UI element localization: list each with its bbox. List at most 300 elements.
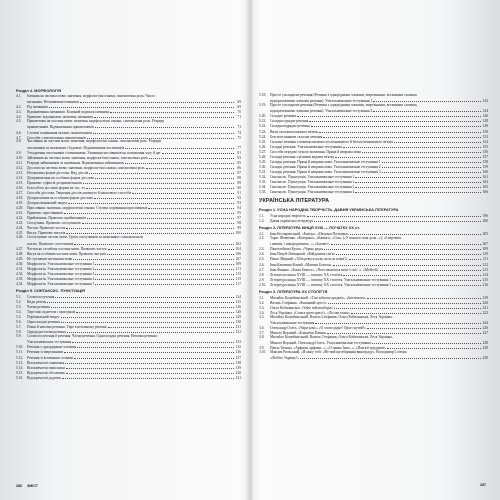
toc-entry-page-number: 128	[235, 310, 241, 314]
toc-entry[interactable]	[259, 189, 488, 194]
toc-entry-title: Види речень	[27, 300, 47, 304]
toc-entry-title: Михайло Коцюбинський. «Тіні забутих предків», «Intermezzo»	[270, 295, 367, 300]
toc-entry-page-number: 93	[237, 201, 241, 206]
toc-entry-number: 3.2.	[259, 300, 265, 305]
toc-entry-page-number: 154	[482, 139, 488, 144]
toc-entry-page-number: 136	[235, 350, 241, 355]
toc-entry-title: Вигук як особлива частина мови. Правопис вигуків	[27, 251, 106, 256]
toc-entry-title: Узгодження числівників з іменниками. Уживання числівників на позначення часу й дат	[27, 150, 161, 155]
toc-entry-title: Література кінця XVIII — початку XX століття. Узагальнювальне тестування 2	[270, 282, 392, 287]
section-heading: Розділ 5. СИНТАКСИС. ПУНКТУАЦІЯ	[16, 287, 85, 293]
toc-entry-title: Складне речення з різними видами сполучникового й безсполучникового зв'язку	[270, 139, 394, 144]
toc-entry-title: Словосполучення	[27, 294, 55, 299]
toc-entry-number: 5.13.	[16, 360, 24, 365]
toc-entry-number: 2.9.	[259, 277, 265, 282]
toc-entry-title: Речення зі звертаннями	[27, 350, 63, 355]
toc-entry-page-number: 75	[237, 135, 241, 140]
toc-entry-page-number: 200	[482, 219, 488, 224]
toc-entry[interactable]	[16, 375, 241, 380]
left-page-number: 286	[16, 484, 22, 488]
toc-entry-page-number: 163	[482, 179, 488, 184]
toc-entry-title: Іван Котляревський. «Енеїда», «Наталка Полтавка»	[270, 232, 349, 237]
toc-entry-number: 4.9.	[16, 150, 22, 155]
toc-entry-title: Михайло Коцюбинський, Василь Стефаник, Ольга Кобилянська, Леся Українка,	[270, 334, 393, 339]
toc-entry-page-number: 144	[482, 109, 488, 114]
dot-leader	[146, 165, 234, 169]
toc-entry-page-number: 141	[235, 375, 241, 380]
toc-entry-number: 2.2.	[259, 236, 265, 241]
toc-entry-title: Частки як службова частина мови. Правопис часток	[27, 246, 107, 251]
toc-entry-title: Складносурядне речення	[270, 119, 309, 124]
dot-leader	[367, 295, 481, 299]
toc-entry-page-number: 140	[235, 370, 241, 375]
toc-entry-title: Михайло Коцюбинський, Василь Стефаник, Ольга Кобилянська, Леся Українка.	[270, 314, 393, 319]
toc-entry-page-number: 69	[237, 105, 241, 110]
dot-leader	[94, 195, 234, 199]
dot-leader	[95, 124, 234, 128]
dot-leader	[355, 184, 481, 188]
toc-entry-page-number: 102	[235, 241, 241, 246]
toc-entry-page-number: 95	[237, 211, 241, 216]
dot-leader	[392, 276, 481, 280]
dot-leader	[382, 159, 481, 163]
toc-entry-number: 3.10.	[259, 350, 267, 355]
toc-entry-title: Способи передачі чужого мовлення. Пряма й непряма мова	[270, 149, 361, 154]
toc-entry-title: Узагальнювальне тестування	[270, 320, 315, 325]
dot-leader	[373, 108, 481, 112]
dot-leader	[94, 114, 234, 118]
toc-entry-title: Прийменник. Правопис прийменників	[27, 216, 86, 221]
dot-leader	[62, 375, 234, 379]
right-toc-column	[259, 93, 488, 360]
toc-entry-page-number: 213	[482, 267, 488, 272]
dot-leader	[343, 271, 481, 275]
toc-entry-page-number: 85	[237, 160, 241, 165]
toc-entry-number: 5.27.	[259, 149, 267, 154]
toc-entry-number: 4.3.	[16, 110, 22, 115]
dot-leader	[108, 245, 234, 249]
toc-entry-number: 4.8.	[16, 139, 22, 144]
dot-leader	[64, 349, 234, 353]
toc-entry-page-number: 214	[482, 272, 488, 277]
toc-entry-page-number: 131	[235, 325, 241, 330]
toc-entry-title: Дієприкметник як особлива форма дієслова	[27, 175, 94, 180]
toc-entry-page-number: 222	[482, 310, 488, 315]
toc-entry-page-number: 71	[237, 115, 241, 120]
toc-entry[interactable]	[259, 282, 488, 287]
dot-leader	[328, 300, 481, 304]
toc-entry-page-number: 156	[482, 149, 488, 154]
toc-entry-page-number: 124	[235, 294, 241, 299]
toc-entry-title: Безсполучникове складне речення	[270, 134, 323, 139]
dot-leader	[392, 282, 481, 286]
toc-entry-number: 2.4.	[259, 252, 265, 257]
dot-leader	[162, 150, 234, 154]
toc-entry-number: 5.6.	[16, 320, 22, 325]
toc-entry-page-number: 227	[482, 331, 488, 335]
toc-entry-page-number: 89	[237, 180, 241, 185]
toc-entry-number: 4.2.	[16, 105, 22, 110]
toc-entry-number: 4.4.	[16, 115, 22, 120]
toc-entry-title: роллю. Правопис сполучників	[27, 241, 74, 246]
section-heading: Розділ 2. ЛІТЕРАТУРА КІНЦЯ XVIII — ПОЧАТКУ XX ст.	[259, 225, 360, 231]
toc-entry-title: Морфологія. Узагальнювальне тестування 2	[27, 266, 95, 271]
toc-entry-number: 4.12.	[16, 165, 24, 170]
dot-leader	[349, 256, 481, 260]
toc-entry-number: 3.6.	[259, 326, 265, 330]
dot-leader	[351, 310, 481, 314]
dot-leader	[387, 345, 481, 349]
toc-entry-number: 5.15.	[16, 370, 24, 375]
dot-leader	[300, 355, 481, 359]
toc-entry-title: Максим Рильський. «Я кажу тобі: «Не пий ще вбирання винограду», Володимир Сосюра.	[270, 350, 408, 355]
dot-leader	[355, 174, 481, 178]
toc-entry-title: Розряди займенників за значенням. Відмінювання займенників	[27, 160, 124, 165]
toc-entry-number: 4.26.	[16, 235, 24, 240]
toc-entry-title: Безособові дієслівні форми на -но, -то	[27, 186, 86, 190]
toc-entry-number: 2.5.	[259, 257, 265, 262]
toc-entry-number: 4.32.	[16, 271, 24, 276]
dot-leader	[107, 250, 234, 254]
dot-leader	[380, 266, 481, 270]
right-page-footer	[480, 483, 486, 488]
dot-leader	[87, 134, 234, 138]
toc-entry-number: 4.7.	[16, 135, 22, 140]
toc-entry-page-number: 216	[482, 282, 488, 287]
dot-leader	[66, 225, 234, 229]
toc-entry-title: Відмінювання іменників. Кличний відмінок іменника	[27, 110, 110, 115]
toc-entry-title: Повні й неповні речення. Тире в неповному реченні	[27, 325, 107, 330]
toc-entry-page-number: 81	[237, 150, 241, 155]
dot-leader	[77, 344, 234, 348]
toc-entry-title: Односкладні речення	[27, 320, 60, 325]
dot-leader	[95, 261, 234, 265]
toc-entry-page-number: 115	[235, 276, 241, 281]
toc-entry-title: Частки. Правопис часток	[27, 226, 66, 231]
dot-leader	[61, 319, 234, 323]
dot-leader	[51, 304, 234, 308]
toc-entry-number: 5.35.	[259, 190, 267, 194]
toc-entry-page-number: 111	[235, 266, 241, 271]
dot-leader	[323, 133, 481, 137]
toc-entry-number: 4.25.	[16, 231, 24, 236]
toc-entry-page-number: 88	[237, 175, 241, 180]
toc-entry-title: Прислівник: значення, морфологічні ознаки. Ступені порівняння прислівників	[27, 206, 148, 211]
dot-leader	[382, 164, 481, 168]
toc-entry-title: Василь Стефаник. «Камінний хрест»	[270, 300, 327, 305]
dot-leader	[335, 154, 481, 158]
toc-entry-title: Складні речення. Узагальнювальне тестування	[270, 144, 342, 149]
toc-entry-page-number: 99	[237, 226, 241, 231]
toc-entry-number: 5.2.	[16, 300, 22, 304]
dot-leader	[49, 104, 234, 108]
toc-entry-page-number: 211	[482, 257, 488, 262]
toc-entry-page-number: 219	[482, 295, 488, 300]
toc-entry-page-number: 229	[482, 346, 488, 351]
toc-entry-page-number: 74	[237, 130, 241, 135]
toc-entry-number: 2.8.	[259, 272, 265, 277]
toc-entry-title: Тарас Шевченко. «Катерина», «Кавказ», «Сон» («У всякого своя доля...»), «І мертвим,	[270, 236, 402, 241]
toc-entry-title: Порівняльний зворот	[27, 315, 60, 320]
toc-entry-title: Микола Вороний, Олександр Олесь. Узагальнювальне тестування	[270, 341, 371, 346]
toc-entry[interactable]	[259, 355, 488, 360]
toc-entry-number: 4.31.	[16, 266, 24, 271]
toc-entry-number: 5.18.	[259, 93, 267, 97]
toc-entry-title: Прикметник як частина мови: значення, морфологічні ознаки, синтаксична роль. Розряди	[27, 119, 165, 124]
toc-entry-number: 4.1.	[16, 94, 22, 98]
dot-leader	[87, 215, 234, 219]
toc-entry-title: відокремленими членами речення). Узагальнювальне тестування 2	[270, 109, 373, 114]
dot-leader	[110, 109, 234, 113]
toc-entry-number: 4.19.	[16, 201, 24, 206]
toc-entry-page-number: 150	[482, 129, 488, 134]
dot-leader	[355, 179, 481, 183]
toc-entry-title: Неозначена форма дієслова. Вид дієслів	[27, 170, 89, 175]
toc-entry-page-number: 230	[482, 356, 488, 361]
toc-entry-title: Правопис відмінкових закінчень іменників	[27, 115, 93, 120]
toc-entry-page-number: 83	[237, 155, 241, 160]
toc-entry-title: іменників. Незмінювані іменники	[27, 100, 79, 105]
toc-entry-title: Просте ускладнене речення (Речення з однорідними членами, звертаннями, вставними словами,	[270, 93, 418, 97]
toc-entry-page-number: 132	[235, 330, 241, 335]
left-page	[0, 0, 249, 500]
toc-entry-title: Іван Франко. «Захар Беркут», «Чого являєшся мені у сні?..», «Мойсей»	[270, 267, 379, 272]
dot-leader	[309, 118, 481, 122]
toc-entry-title: Числівник як частина мови: значення, морфологічні ознаки, синтаксична роль. Розряди	[27, 139, 162, 144]
toc-entry-title: Тире між підметом і присудком	[27, 310, 76, 314]
toc-entry-number: 5.16.	[16, 375, 24, 380]
section-heading: Розділ 4. МОРФОЛОГІЯ	[16, 88, 62, 93]
toc-entry-page-number: 160	[482, 169, 488, 174]
toc-entry-title: Відокремлені додатки	[27, 375, 61, 380]
toc-entry-number: 4.16.	[16, 186, 24, 190]
dot-leader	[125, 160, 234, 164]
toc-entry-title: Способи дієслова. Творення дієслів умовного й наказового способів	[27, 191, 132, 195]
toc-entry-number: 5.30.	[259, 164, 267, 169]
toc-entry-number: 4.30.	[16, 261, 24, 266]
dot-leader	[319, 128, 481, 132]
toc-entry-page-number: 129	[235, 315, 241, 320]
toc-entry-page-number: 135	[235, 345, 241, 350]
toc-entry-page-number: 143	[482, 99, 488, 104]
toc-entry-title: Складне речення	[270, 114, 296, 119]
toc-entry-title: Синтаксис. Пунктуація. Узагальнювальне тестування 3	[270, 185, 355, 189]
toc-entry-number: 4.17.	[16, 191, 24, 195]
toc-entry-title: Відокремлені означення	[27, 360, 65, 365]
toc-entry-page-number: 109	[235, 261, 241, 266]
toc-entry-number: 2.1.	[259, 232, 265, 237]
dot-leader	[64, 210, 234, 214]
toc-entry-number: 5.26.	[259, 144, 267, 149]
toc-entry-number: 4.13.	[16, 170, 24, 175]
dot-leader	[74, 354, 234, 358]
toc-entry-page-number: 91	[237, 191, 241, 195]
dot-leader	[372, 340, 481, 344]
dot-leader	[68, 200, 234, 204]
toc-entry-title: Речення з однорідними членами	[27, 345, 77, 350]
running-header-label: ЗМІСТ	[27, 484, 38, 488]
toc-entry-number: 4.28.	[16, 251, 24, 256]
toc-entry-number: 5.28.	[259, 154, 267, 159]
toc-entry-title: Ступені порівняння якісних прикметників	[27, 130, 92, 135]
toc-entry-number: 5.20.	[259, 114, 267, 119]
toc-entry-page-number: 137	[235, 355, 241, 360]
dot-leader	[355, 189, 481, 193]
toc-entry-page-number: 166	[482, 190, 488, 194]
toc-entry-page-number: 221	[482, 305, 488, 310]
toc-entry-page-number: 226	[482, 326, 488, 330]
toc-entry-number: 1.2.	[259, 219, 265, 224]
toc-entry-page-number: 149	[482, 124, 488, 129]
toc-entry-number: 5.32.	[259, 174, 267, 179]
toc-entry-page-number: 148	[482, 119, 488, 124]
toc-entry-number: 2.3.	[259, 247, 265, 252]
dot-leader	[108, 324, 234, 328]
toc-entry-number: 5.29.	[259, 159, 267, 164]
toc-entry-page-number: 157	[482, 154, 488, 159]
toc-entry-title: Словосполучення й речення. Члени речення. Односкладні речення. Неповні речення.	[27, 334, 158, 339]
toc-entry-page-number: 158	[482, 159, 488, 164]
dot-leader	[66, 364, 234, 368]
toc-entry[interactable]	[16, 281, 241, 286]
toc-entry-title: Складні речення. Пряма й непряма мова. Узагальнювальне тестування 1	[270, 159, 381, 164]
dot-leader	[61, 314, 234, 318]
toc-entry-title: Морфологія. Узагальнювальне тестування 4	[27, 276, 95, 281]
dot-leader	[343, 143, 481, 147]
dot-leader	[80, 99, 234, 103]
toc-entry-number: 1.1.	[259, 214, 265, 218]
dot-leader	[382, 169, 481, 173]
dot-leader	[148, 205, 234, 209]
dot-leader	[367, 325, 481, 329]
dot-leader	[315, 320, 481, 324]
toc-entry-page-number: 87	[237, 170, 241, 175]
dot-leader	[394, 138, 481, 142]
toc-entry-number: 5.19.	[259, 103, 267, 108]
toc-entry-page-number: 212	[482, 262, 488, 267]
toc-entry-title: Література кінця XVIII — початку XX століття	[270, 272, 343, 277]
dot-leader	[95, 281, 234, 285]
toc-entry-number: 5.10.	[16, 345, 24, 350]
toc-entry-title: Правопис прислівників	[27, 211, 63, 216]
toc-entry-page-number: 209	[482, 247, 488, 252]
dot-leader	[373, 98, 481, 102]
section-heading: Розділ 3. ЛІТЕРАТУРА XX СТОЛІТТЯ	[259, 288, 328, 294]
right-page-number: 287	[480, 483, 486, 487]
dot-leader	[95, 175, 234, 179]
toc-entry-title: Морфологія. Узагальнювальне тестування 5	[27, 281, 95, 286]
toc-entry-title: відокремленими членами речення). Узагальнювальне тестування 1	[270, 99, 373, 104]
toc-entry-title: Синтаксис. Пунктуація. Узагальнювальне тестування 1	[270, 174, 355, 179]
toc-entry-number: 5.25.	[259, 139, 267, 144]
dot-leader	[76, 309, 234, 313]
toc-entry-title: Відокремлені обставини	[27, 370, 65, 375]
toc-entry-number: 5.4.	[16, 310, 22, 314]
toc-entry-page-number: 146	[482, 114, 488, 119]
toc-entry-title: Правопис суфіксів дієприкметників	[27, 180, 82, 185]
toc-entry-title: Ольга Кобилянська. «Valse mélancolique»	[270, 305, 334, 310]
toc-entry-title: Види складнопідрядних речень	[270, 129, 319, 134]
toc-entry-number: 3.7.	[259, 331, 265, 335]
toc-entry-title: Відокремлені прикладки	[27, 365, 65, 370]
part-heading: УКРАЇНСЬКА ЛІТЕРАТУРА	[259, 197, 330, 204]
toc-entry-title: Синтаксис. Пунктуація. Узагальнювальне тестування 2	[270, 179, 355, 184]
toc-entry-page-number: 97	[237, 216, 241, 221]
toc-entry-title: Панас Мирний. «Хіба ревуть воли, як ясла повні?»	[270, 257, 348, 262]
toc-entry-number: 4.21.	[16, 211, 24, 216]
toc-entry-number: 5.23.	[259, 129, 267, 134]
toc-entry-title: Морфологія. Узагальнювальне тестування 3	[27, 271, 95, 276]
toc-entry-number: 4.15.	[16, 180, 24, 185]
toc-entry-number: 4.23.	[16, 221, 24, 226]
dot-leader	[82, 220, 234, 224]
toc-entry-number: 4.34.	[16, 281, 24, 286]
toc-entry-page-number: 125	[235, 300, 241, 304]
dot-leader	[331, 241, 481, 245]
toc-entry-title: Члени речення	[27, 305, 50, 309]
dot-leader	[333, 261, 481, 265]
toc-entry-number: 4.5.	[16, 119, 22, 124]
toc-entry-number: 3.1.	[259, 295, 265, 300]
left-page-footer	[16, 484, 38, 489]
dot-leader	[65, 359, 234, 363]
toc-entry-number: 5.31.	[259, 169, 267, 174]
toc-entry-number: 5.11.	[16, 350, 24, 355]
toc-entry-number: 5.3.	[16, 305, 22, 309]
toc-entry-title: і живим, і ненародженим...», «Заповіт»	[270, 242, 330, 247]
dot-leader	[307, 213, 481, 217]
dot-leader	[47, 299, 234, 303]
toc-entry-title: Іван Нечуй-Левицький. «Кайдашева сім'я»	[270, 252, 336, 257]
toc-entry-page-number: 130	[235, 320, 241, 325]
toc-entry-title: Усна народна творчість	[270, 214, 306, 218]
dot-leader	[67, 329, 234, 333]
toc-entry-number: 4.20.	[16, 206, 24, 211]
toc-entry-page-number: 215	[482, 277, 488, 282]
toc-entry-title: Не з різними частинами мови	[27, 256, 73, 261]
toc-entry-title: числівників за значенням і будовою. Відмінювання числівників	[27, 145, 125, 150]
toc-entry-number: 4.33.	[16, 276, 24, 281]
toc-entry-page-number: 207	[482, 242, 488, 247]
toc-entry-number: 2.7.	[259, 267, 265, 272]
toc-entry-page-number: 117	[235, 281, 241, 286]
toc-entry-number: 4.24.	[16, 226, 24, 231]
toc-entry-page-number: 77	[237, 145, 241, 150]
toc-entry-number: 5.14.	[16, 365, 24, 370]
toc-entry-page-number: 100	[235, 231, 241, 236]
toc-entry[interactable]	[259, 218, 488, 223]
dot-leader	[125, 144, 234, 148]
dot-leader	[89, 170, 234, 174]
toc-entry-page-number: 113	[235, 271, 241, 276]
toc-entry-page-number: 228	[482, 341, 488, 346]
toc-entry-title: Леся Українка. «Contra spem spero!», «Лісова пісня»	[270, 310, 350, 315]
toc-entry-title: Дієприслівник як особлива форма дієслова	[27, 196, 93, 200]
toc-entry-title: Дієслово як частина мови: значення, морфологічні ознаки, синтаксична роль	[27, 165, 145, 170]
toc-entry-page-number: 126	[235, 305, 241, 309]
toc-entry-page-number: 152	[482, 134, 488, 139]
toc-entry-page-number: 98	[237, 221, 241, 226]
toc-entry-number: 3.8.	[259, 334, 265, 339]
toc-entry-number: 4.14.	[16, 175, 24, 180]
toc-entry-number: 5.34.	[259, 185, 267, 189]
toc-entry-page-number: 73	[237, 125, 241, 130]
toc-entry-page-number: 161	[482, 174, 488, 179]
toc-entry-page-number: 139	[235, 365, 241, 370]
dot-leader	[55, 294, 234, 298]
dot-leader	[95, 276, 234, 280]
toc-entry-number: 3.4.	[259, 310, 265, 315]
